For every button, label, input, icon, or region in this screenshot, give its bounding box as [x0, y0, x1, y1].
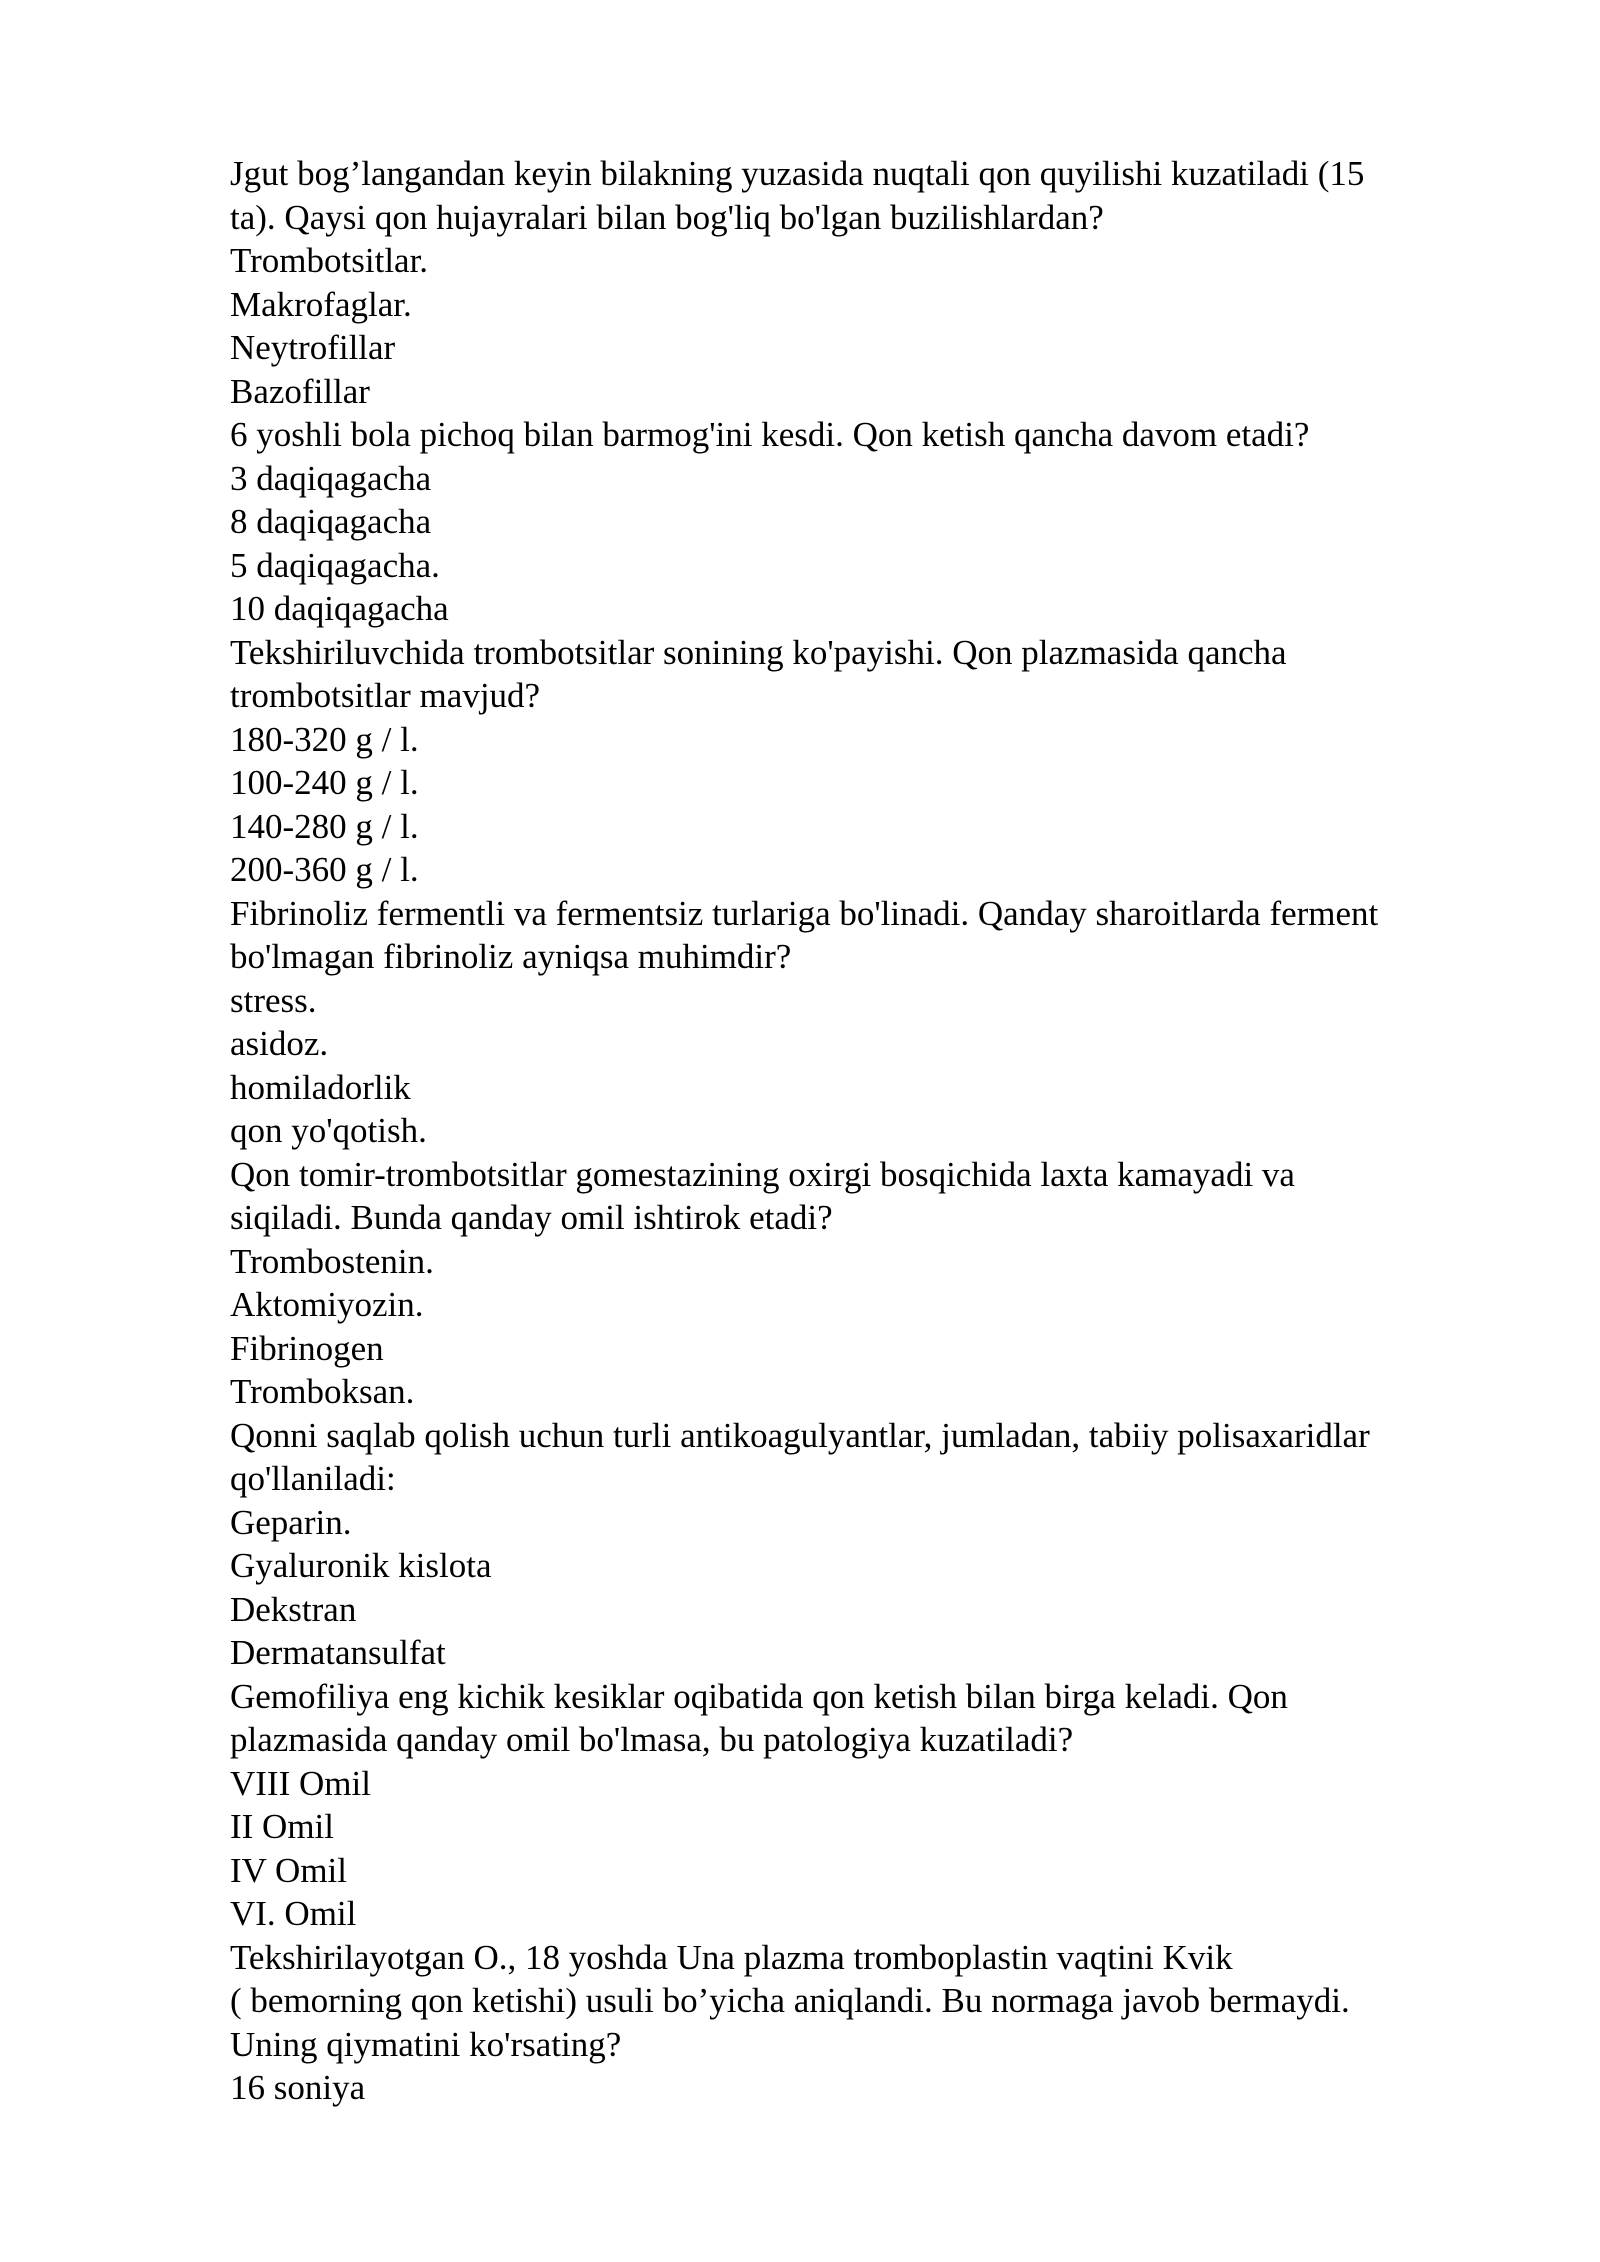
question-block — [230, 413, 1500, 631]
answer-option: Dekstran — [230, 1589, 357, 1629]
answer-option: VIII Omil — [230, 1763, 371, 1803]
question-block — [230, 1414, 1500, 1675]
question-block — [230, 892, 1500, 1153]
question-text-line: 6 yoshli bola pichoq bilan barmog'ini kesdi. Qon ketish qancha davom etadi? — [230, 415, 1310, 454]
answer-option: Aktomiyozin. — [230, 1285, 424, 1324]
answer-option: Tromboksan. — [230, 1372, 415, 1411]
answer-option: Makrofaglar. — [230, 284, 412, 324]
question-block — [230, 152, 1500, 413]
answer-option: 16 soniya — [230, 2068, 366, 2107]
question-block — [230, 1153, 1500, 1414]
answer-option: stress. — [230, 980, 317, 1020]
question-text-line: Tekshirilayotgan O., 18 yoshda Una plazma tromboplastin vaqtini Kvik — [230, 1937, 1233, 1977]
question-text-line: ta). Qaysi qon hujayralari bilan bog'liq bo'lgan buzilishlardan? — [230, 197, 1104, 237]
question-block — [230, 1936, 1500, 2110]
question-text-line: bo'lmagan fibrinoliz ayniqsa muhimdir? — [230, 937, 792, 976]
answer-option: 180-320 g / l. — [230, 719, 419, 759]
answer-option: II Omil — [230, 1807, 335, 1846]
question-text-line: Fibrinoliz fermentli va fermentsiz turlariga bo'linadi. Qanday sharoitlarda ferment — [230, 893, 1379, 933]
answer-option: qon yo'qotish. — [230, 1111, 427, 1150]
question-block — [230, 1675, 1500, 1936]
question-text-line: Qon tomir-trombotsitlar gomestazining oxirgi bosqichida laxta kamayadi va — [230, 1154, 1295, 1194]
answer-option: 8 daqiqagacha — [230, 502, 432, 541]
answer-option: 3 daqiqagacha — [230, 458, 432, 498]
question-text-line: Qonni saqlab qolish uchun turli antikoagulyantlar, jumladan, tabiiy polisaxaridlar — [230, 1415, 1370, 1455]
answer-option: VI. Omil — [230, 1894, 357, 1933]
answer-option: 140-280 g / l. — [230, 806, 419, 846]
answer-option: asidoz. — [230, 1024, 329, 1063]
answer-option: 100-240 g / l. — [230, 763, 419, 802]
question-text-line: Gemofiliya eng kichik kesiklar oqibatida qon ketish bilan birga keladi. Qon — [230, 1676, 1288, 1716]
answer-option: Neytrofillar — [230, 328, 396, 367]
question-text-line: trombotsitlar mavjud? — [230, 676, 541, 715]
question-block — [230, 631, 1500, 892]
question-text-line: plazmasida qanday omil bo'lmasa, bu patologiya kuzatiladi? — [230, 1720, 1074, 1759]
answer-option: 10 daqiqagacha — [230, 589, 449, 628]
answer-option: IV Omil — [230, 1850, 347, 1890]
answer-option: Dermatansulfat — [230, 1633, 446, 1672]
answer-option: 5 daqiqagacha. — [230, 545, 440, 585]
question-text-line: siqiladi. Bunda qanday omil ishtirok etadi? — [230, 1198, 833, 1237]
answer-option: 200-360 g / l. — [230, 850, 419, 889]
question-text-line: ( bemorning qon ketishi) usuli bo’yicha aniqlandi. Bu normaga javob bermaydi. — [230, 1981, 1350, 2020]
answer-option: Gyaluronik kislota — [230, 1546, 492, 1585]
question-text-line: qo'llaniladi: — [230, 1459, 396, 1498]
question-text-line: Uning qiymatini ko'rsating? — [230, 2024, 622, 2064]
question-text-line: Jgut bog’langandan keyin bilakning yuzasida nuqtali qon quyilishi kuzatiladi (15 — [230, 154, 1365, 193]
answer-option: Fibrinogen — [230, 1328, 384, 1368]
question-text-line: Tekshiriluvchida trombotsitlar sonining ko'payishi. Qon plazmasida qancha — [230, 632, 1287, 672]
answer-option: Trombostenin. — [230, 1241, 434, 1281]
answer-option: homiladorlik — [230, 1067, 411, 1107]
answer-option: Bazofillar — [230, 371, 370, 411]
answer-option: Geparin. — [230, 1502, 352, 1542]
document-body — [230, 152, 1500, 2110]
answer-option: Trombotsitlar. — [230, 241, 429, 280]
